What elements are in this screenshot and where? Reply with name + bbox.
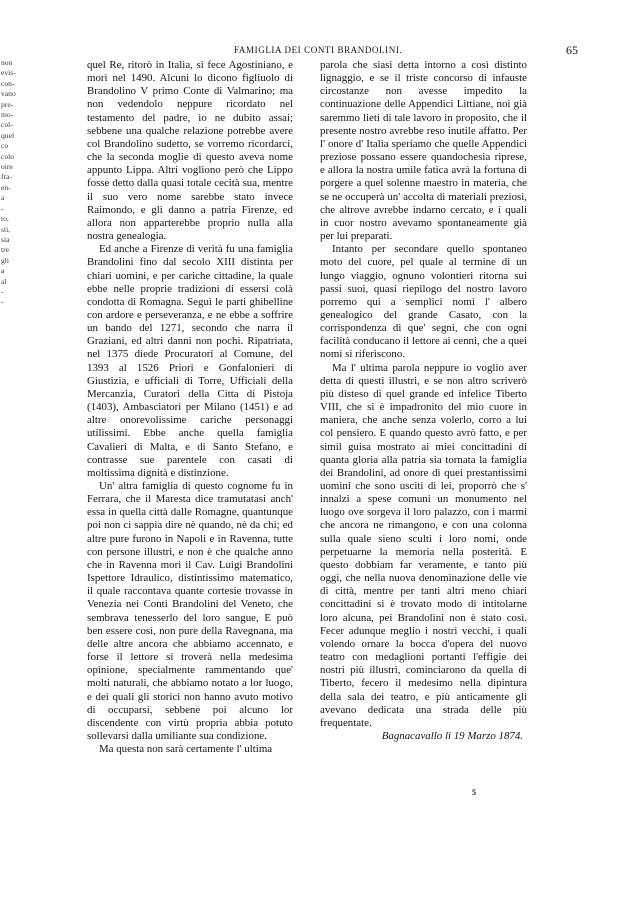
margin-fragment: evis- (1, 68, 16, 78)
margin-fragment: - (1, 297, 4, 307)
margin-fragment: al (1, 276, 7, 286)
margin-fragment: to, (1, 214, 9, 224)
margin-fragment: - (1, 286, 4, 296)
running-title: FAMIGLIA DEI CONTI BRANDOLINI. (234, 45, 403, 55)
margin-fragment: gli (1, 255, 10, 265)
left-column (87, 59, 293, 756)
right-paragraph-1: parola che siasi detta intorno a così distinto lignaggio, e se il triste concorso di infauste circostanze non avesse impedito la continuazione delle Appendici Littiane, noi già saremmo lieti di tale lavoro in proposito, che il presente nostro avrebbe reso inutile affatto. Per l' onore d' Italia speriamo che quelle Appendici preziose possano essere quandochesia riprese, e allora la nostra umile fatica avrà la fortuna di porgere a quel solenne maestro in materia, che se ne occuperà un' accolta di materiali preziosi, che altrove avrebbe indarno cercato, e i quali in cuor nostro avevamo spontaneamente già per lui preparati. (320, 59, 527, 243)
right-column (320, 59, 527, 743)
margin-fragment: sia (1, 234, 10, 244)
margin-fragment: fra- (1, 172, 12, 182)
margin-fragment: a (1, 266, 5, 276)
margin-fragment: oire (1, 162, 13, 172)
margin-fragment: tre (1, 245, 10, 255)
margin-fragment: col- (1, 120, 13, 130)
page-number: 65 (566, 43, 578, 57)
adjacent-page-margin (1, 58, 19, 308)
margin-fragment: mo- (1, 110, 14, 120)
margin-fragment: a (1, 193, 5, 203)
left-paragraph-3: Un' altra famiglia di questo cognome fu in Ferrara, che il Maresta dice tramutatasi anch' essa in quella città dalle Romagne, quantunque poi non ci sappia dire nè quando, nè da chi; ed altre pure furono in Napoli e in Ravenna, tutte con persone illustri, e non è che qualche anno che in Ravenna morì il Cav. Luigi Brandolini Ispettore Idraulico, distintissimo matematico, il quale raccontava quante cortesie trovasse in Venezia nei Conti Brandolini del Veneto, che sembrava tenesserlo del loro sangue, E può ben essere così, non pure della Ravegnana, ma delle altre ancora che abbiamo accennato, e forse il lettore si troverà nella medesima opinione, specialmente rammentando que' molti naturali, che abbiamo notato a lor luogo, e dei quali gli storici non hanno avuto motivo di occuparsi, sebbene poi alcuno lor discendente con virtù propria abbia potuto sollevarsi dalla umiliante sua condizione. (87, 480, 293, 742)
margin-fragment: pre- (1, 99, 14, 109)
right-paragraph-2: Intanto per secondare quello spontaneo moto del cuore, pel quale al termine di un lungo viaggio, ognuno volontieri ritorna sui passi suoi, quasi riepilogo del nostro lavoro porremo qui a semplici nomi l' albero genealogico del grande Casato, con la corrispondenza di que' segni, che con ogni facilità conducano il lettore ai cenni, che a quei nomi si riferiscono. (320, 243, 527, 361)
left-paragraph-4: Ma questa non sarà certamente l' ultima (99, 743, 273, 756)
sheet-signature-mark: 5 (472, 788, 476, 797)
margin-fragment: con- (1, 78, 15, 88)
margin-fragment: vano (1, 89, 16, 99)
margin-fragment: en- (1, 182, 11, 192)
margin-fragment: co (1, 141, 9, 151)
margin-fragment: quel (1, 130, 15, 140)
place-date-signature: Bagnacavallo li 19 Marzo 1874. (381, 729, 523, 742)
left-paragraph-2: Ed anche a Firenze di verità fu una famiglia Brandolini fino dal secolo XIII distinta per chiari uomini, e per cariche cittadine, la quale ebbe nelle proprie tradizioni di essersi colà condotta di Romagna. Seguì le parti ghibelline con ardore e perseveranza, e ne ebbe a soffrire un bando del 1271, secondo che narra il Graziani, ed altri danni non pochi. Ripatriata, nel 1375 diede Procuratori al Comune, del 1393 al 1526 Priori e Gonfalonieri di Giustizia, e ufficiali di Torre, Ufficiali della Mercanzia, Curatori della Citta di Pistoja (1403), Ambasciatori per Milano (1451) e ad altre onorevolissime cariche personaggi utilissimi. Ebbe anche quella famiglia Cavalieri di Malta, e di Santo Stefano, e contrasse sue parentele con casati di moltissima dignità e distinzione. (87, 243, 293, 479)
margin-fragment: colo (1, 151, 15, 161)
left-paragraph-1: quel Re, ritorò in Italia, si fece Agostiniano, e morì nel 1490. Alcuni lo dicono figliuolo di Brandolino V primo Conte di Valmarino; ma non vedendolo neppure ricordato nel testamento del padre, io ne dubito assai; sebbene una qualche relazione potrebbe avere col Brandolino sudetto, se vorremo ricordarci, che la seconda moglie di questo aveva nome appunto Lippa. Altri vogliono però che Lippo fosse detto dalla quasi totale cecità sua, mentre il suo vero nome sarebbe stato invece Raimondo, e gli danno a patria Firenze, ed allora non apparterebbe proprio nulla alla nostra genealogia. (87, 59, 293, 243)
margin-fragment: - (1, 203, 4, 213)
margin-fragment: sti, (1, 224, 11, 234)
margin-fragment: non (1, 58, 13, 67)
right-paragraph-3: Ma l' ultima parola neppure io voglio aver detta di questi illustri, e se non altro scriverò più disteso di quel grande ed infelice Tiberto VIII, che si è impadronito del mio cuore in maniera, che anche senza volerlo, corro a lui col pensiero. E quando questo avrò fatto, e per simil guisa mostrato ai miei concittadini di quanta gloria alla patria sia tornata la famiglia dei Brandolini, ad onore di quei prestantissimi uomini che sono usciti di lei, proporrò che s' innalzi a spese comuni un monumento nel luogo ove sorgeva il loro palazzo, con i marmi che ancora ne rimangono, e con una colonna sulla quale sieno sculti i loro nomi, onde perpetuarne la memoria nella posterità. E questo dobbiam far veramente, e tanto più oggi, che nella nuova denominazione delle vie di città, mentre per tanti altri meno chiari concittadini si è trovato modo di intitolarne loro alcuna, pei Brandolini non è stato così. Fecer adunque meglio i nostri vecchi, i quali volendo ornare la bocca d'opera del nuovo teatro con medaglioni portanti l'effigie dei nostri più illustri, cominciarono da quella di Tiberto, fecero il medesimo nella dipintura della sala dei teatro, e più anticamente gli avevano dedicata una strada delle più frequentate. (320, 361, 527, 729)
